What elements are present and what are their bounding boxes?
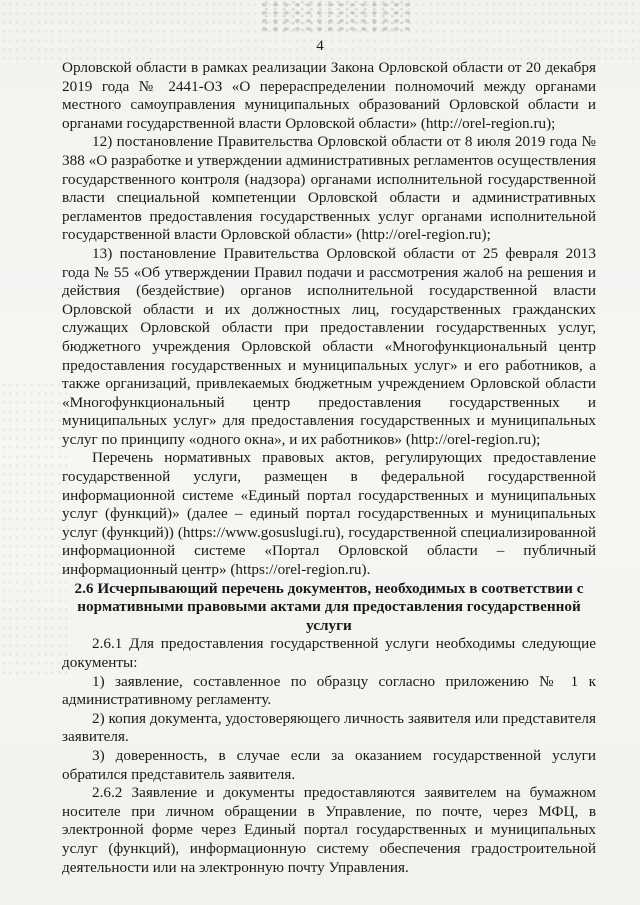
scan-noise-top	[260, 0, 410, 34]
list-item-1: 1) заявление, составленное по образцу согласно приложению № 1 к административному регламенту.	[62, 672, 596, 709]
page-number: 4	[316, 38, 324, 54]
document-body	[62, 59, 596, 877]
paragraph-2-6-2: 2.6.2 Заявление и документы предоставляются заявителем на бумажном носителе при личном обращении в Управление, по почте, через МФЦ, в электронной форме через Единый портал государственных и муниципальных услуг (функций), информационную систему обеспечения градостроительной деятельности или на электронную почту Управления.	[62, 784, 596, 876]
list-item-2: 2) копия документа, удостоверяющего личность заявителя или представителя заявителя.	[62, 709, 596, 746]
section-heading-2-6: 2.6 Исчерпывающий перечень документов, необходимых в соответствии с нормативными правовыми актами для предоставления государственной услуги	[74, 579, 584, 634]
paragraph-continuation: Орловской области в рамках реализации Закона Орловской области от 20 декабря 2019 года № 2441-ОЗ «О перераспределении полномочий между органами местного самоуправления муниципальных образований Орловской области и органами государственной власти Орловской области» (http://orel-region.ru);	[62, 59, 596, 132]
paragraph-item-12: 12) постановление Правительства Орловской области от 8 июля 2019 года № 388 «О разработке и утверждении административных регламентов осуществления государственного контроля (надзора) органами исполнительной государственной власти специальной компетенции Орловской области и административных регламентов предоставления государственных услуг органами исполнительной государственной власти Орловской области» (http://orel-region.ru);	[62, 133, 596, 244]
scan-noise	[0, 380, 70, 680]
paragraph-item-13: 13) постановление Правительства Орловской области от 25 февраля 2013 года № 55 «Об утверждении Правил подачи и рассмотрения жалоб на решения и действия (бездействие) органов исполнительной государственной власти Орловской области и их должностных лиц, государственных гражданских служащих Орловской области при предоставлении государственных услуг, бюджетного учреждения Орловской области «Многофункциональный центр предоставления государственных и муниципальных услуг» и его работников, а также организаций, привлекаемых бюджетным учреждением Орловской области «Многофункциональный центр предоставления государственных и муниципальных услуг» для предоставления государственных и муниципальных услуг по принципу «одного окна», и их работников» (http://orel-region.ru);	[62, 244, 596, 448]
paragraph-2-6-1: 2.6.1 Для предоставления государственной услуги необходимы следующие документы:	[62, 635, 596, 671]
list-item-3: 3) доверенность, в случае если за оказанием государственной услуги обратился представитель заявителя.	[62, 746, 596, 783]
paragraph-list-location: Перечень нормативных правовых актов, регулирующих предоставление государственной услуги, размещен в федеральной государственной информационной системе «Единый портал государственных и муниципальных услуг (функций)» (далее – единый портал государственных и муниципальных услуг (функций)) (https://www.gosuslugi.ru), государственной специализированной информационной системе «Портал Орловской области – публичный информационный центр» (https://orel-region.ru).	[62, 449, 596, 579]
